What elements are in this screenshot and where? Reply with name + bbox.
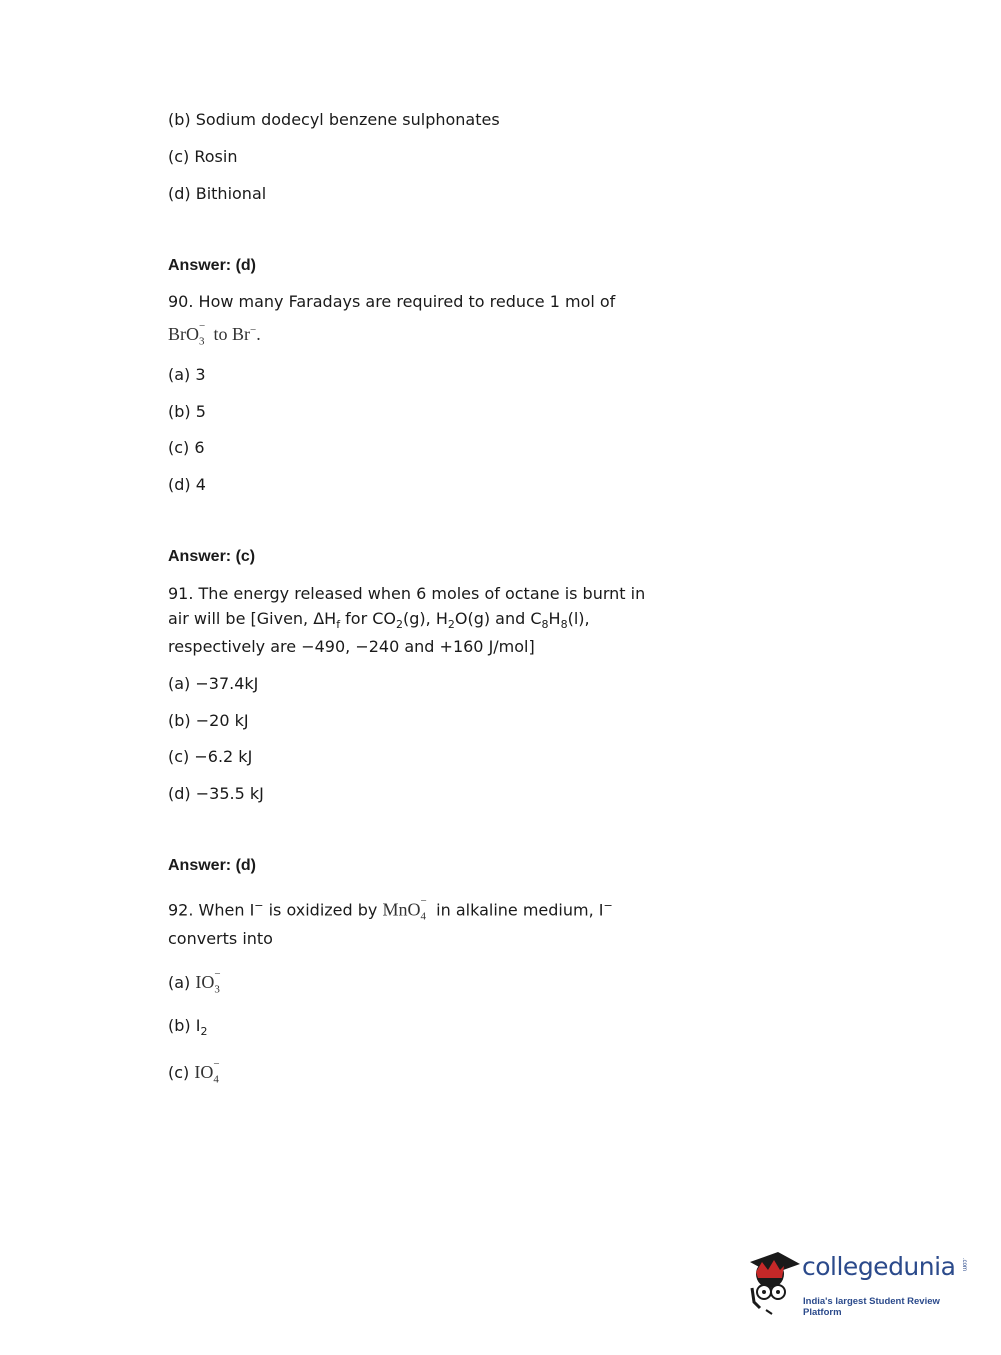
q90-formula: BrO$_3$ − to Br−. (168, 320, 261, 348)
q91-option-b: (b) −20 kJ (168, 711, 249, 730)
q92-option-c: (c) $IO_4$ − (168, 1058, 220, 1086)
q92-stem-line2: converts into (168, 929, 273, 948)
q89-option-b: (b) Sodium dodecyl benzene sulphonates (168, 110, 500, 129)
logo-tagline: India's largest Student Review Platform (803, 1296, 940, 1318)
logo-name: collegedunia (802, 1252, 956, 1281)
q89-option-c: (c) Rosin (168, 147, 238, 166)
q91-option-a: (a) −37.4kJ (168, 674, 259, 693)
q90-answer: Answer: (c) (168, 548, 256, 565)
q91-answer: Answer: (d) (168, 857, 256, 874)
collegedunia-logo (742, 1248, 972, 1318)
q91-stem-line2: air will be [Given, $\Delta H_f$ for $CO_2(g)$, $H_2O(g)$ and $C_8H_8(l)$, (168, 609, 590, 632)
q90-option-a: (a) 3 (168, 365, 206, 384)
q89-answer: Answer: (d) (168, 257, 256, 274)
q91-option-d: (d) −35.5 kJ (168, 784, 264, 803)
logo-suffix: .com (961, 1258, 967, 1272)
q90-stem: 90. How many Faradays are required to reduce 1 mol of (168, 292, 616, 311)
q91-stem-line3: respectively are −490, −240 and +160 J/mol] (168, 637, 535, 656)
q92-stem-line1: 92. When I− is oxidized by MnO$_4$ − in alkaline medium, I− (168, 895, 613, 923)
q91-option-c: (c) −6.2 kJ (168, 747, 253, 766)
q92-option-a: (a) $IO_3$ − (168, 968, 221, 996)
q90-option-b: (b) 5 (168, 402, 206, 421)
q91-stem-line1: 91. The energy released when 6 moles of octane is burnt in (168, 584, 646, 603)
mascot-icon (742, 1248, 800, 1318)
q90-option-c: (c) 6 (168, 438, 205, 457)
q92-option-b: (b) $I_2$ (168, 1016, 208, 1039)
q89-option-d: (d) Bithional (168, 184, 267, 203)
q90-option-d: (d) 4 (168, 475, 206, 494)
